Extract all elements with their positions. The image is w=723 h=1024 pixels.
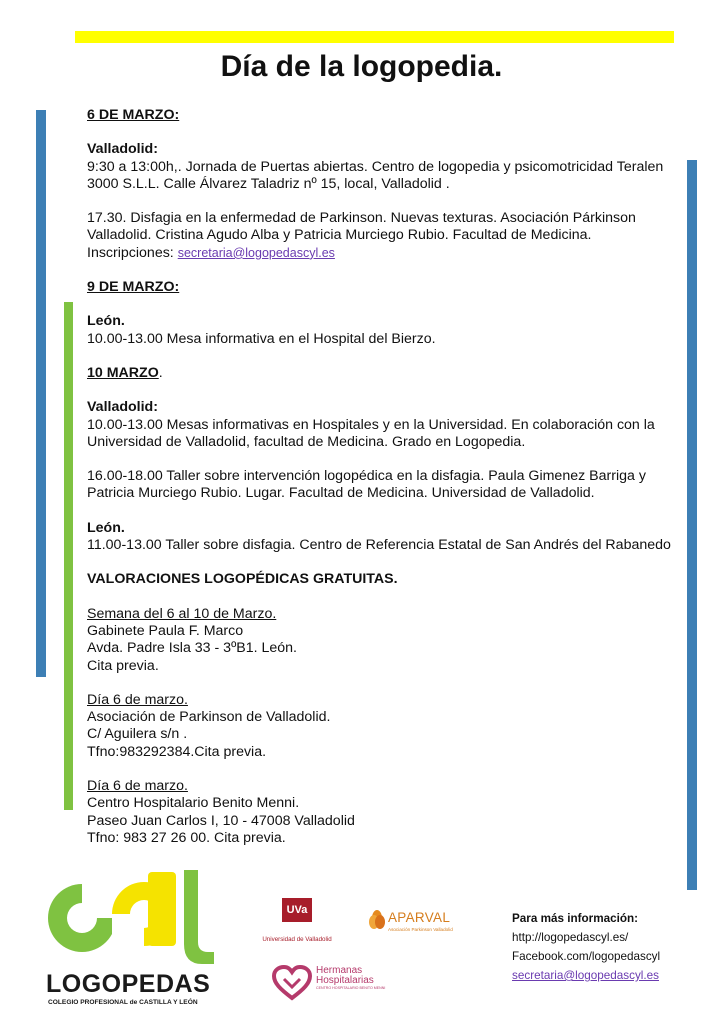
hermanas-name-line1: Hermanas [316, 965, 363, 976]
logopedas-logo [42, 868, 232, 1010]
date-heading-suffix: . [158, 364, 163, 381]
hermanas-subtitle: CENTRO HOSPITALARIO BENITO MENNI [316, 986, 386, 990]
hermanas-name-line2: Hospitalarias [316, 975, 374, 986]
aparval-subtitle: Asociación Parkinson Valladolid [388, 927, 453, 932]
aparval-flower-icon [368, 909, 386, 933]
uva-logo [255, 898, 339, 943]
event-san-andres-workshop: 11.00-13.00 Taller sobre disfagia. Centro de Referencia Estatal de San Andrés del Rabanedo [87, 537, 671, 554]
contact-email-link[interactable]: secretaria@logopedascyl.es [512, 969, 659, 982]
logopedas-emblem-icon [42, 868, 232, 968]
top-yellow-bar [75, 31, 674, 43]
assessment-line: Paseo Juan Carlos I, 10 - 47008 Valladolid [87, 812, 355, 829]
registration-line [87, 245, 682, 262]
heart-icon [272, 965, 312, 1001]
event-parkinson-dysphagia: 17.30. Disfagia en la enfermedad de Parkinson. Nuevas texturas. Asociación Párkinson Valladolid. Cristina Agudo Alba y Patricia Murciego Rubio. Facultad de Medicina. [87, 210, 636, 244]
contact-title: Para más información: [512, 912, 639, 925]
uva-mark: UVa [282, 898, 312, 922]
assessment-line: Cita previa. [87, 657, 159, 674]
assessment-period: Día 6 de marzo. [87, 691, 188, 708]
hermanas-hospitalarias-logo [272, 963, 402, 1003]
left-blue-accent-bar [36, 110, 46, 677]
assessment-line: Asociación de Parkinson de Valladolid. [87, 709, 331, 726]
assessment-line: C/ Aguilera s/n . [87, 726, 188, 743]
free-assessments-heading: VALORACIONES LOGOPÉDICAS GRATUITAS. [87, 571, 398, 588]
left-green-accent-bar [64, 302, 73, 810]
city-leon-2: León. [87, 519, 125, 536]
registration-label: Inscripciones: [87, 244, 174, 261]
right-blue-accent-bar [687, 160, 697, 890]
contact-facebook-link[interactable]: Facebook.com/logopedascyl [512, 950, 661, 963]
assessment-period: Día 6 de marzo. [87, 778, 188, 795]
city-leon: León. [87, 313, 125, 330]
contact-info [512, 909, 692, 985]
assessment-line: Gabinete Paula F. Marco [87, 622, 244, 639]
date-heading-march-9: 9 DE MARZO: [87, 279, 180, 296]
event-bierzo-hospital: 10.00-13.00 Mesa informativa en el Hospital del Bierzo. [87, 330, 436, 347]
assessment-line: Tfno: 983 27 26 00. Cita previa. [87, 829, 286, 846]
page-title: Día de la logopedia. [220, 50, 503, 83]
document-body [87, 107, 682, 847]
assessment-line: Avda. Padre Isla 33 - 3ºB1. León. [87, 640, 297, 657]
logopedas-wordmark: LOGOPEDAS [46, 970, 211, 998]
assessment-period: Semana del 6 al 10 de Marzo. [87, 605, 277, 622]
assessment-block [87, 692, 682, 761]
assessment-block [87, 778, 682, 847]
logopedas-tagline: COLEGIO PROFESIONAL de CASTILLA Y LEÓN [48, 999, 198, 1006]
assessment-line: Centro Hospitalario Benito Menni. [87, 795, 300, 812]
event-open-doors: 9:30 a 13:00h,. Jornada de Puertas abiertas. Centro de logopedia y psicomotricidad Teralen 3000 S.L.L. Calle Álvarez Taladriz nº 15, local, Valladolid . [87, 158, 664, 192]
date-heading-march-6: 6 DE MARZO: [87, 107, 180, 123]
date-heading-march-10 [87, 365, 682, 382]
hermanas-name [316, 966, 374, 986]
uva-name: Universidad de Valladolid [262, 936, 332, 943]
date-heading-march-10-text: 10 MARZO [87, 364, 159, 381]
registration-email-link[interactable]: secretaria@logopedascyl.es [177, 245, 335, 260]
assessment-line: Tfno:983292384.Cita previa. [87, 743, 267, 760]
event-info-tables: 10.00-13.00 Mesas informativas en Hospitales y en la Universidad. En colaboración con la Universidad de Valladolid, facultad de Medicina. Grado en Logopedia. [87, 416, 655, 450]
city-valladolid: Valladolid: [87, 141, 158, 158]
contact-website-link[interactable]: http://logopedascyl.es/ [512, 931, 629, 944]
event-dysphagia-workshop: 16.00-18.00 Taller sobre intervención logopédica en la disfagia. Paula Gimenez Barriga y Patricia Murciego Rubio. Lugar. Facultad de Medicina. Universidad de Valladolid. [87, 468, 646, 502]
city-valladolid-2: Valladolid: [87, 399, 158, 416]
aparval-name: APARVAL [388, 910, 451, 925]
assessment-block [87, 606, 682, 675]
